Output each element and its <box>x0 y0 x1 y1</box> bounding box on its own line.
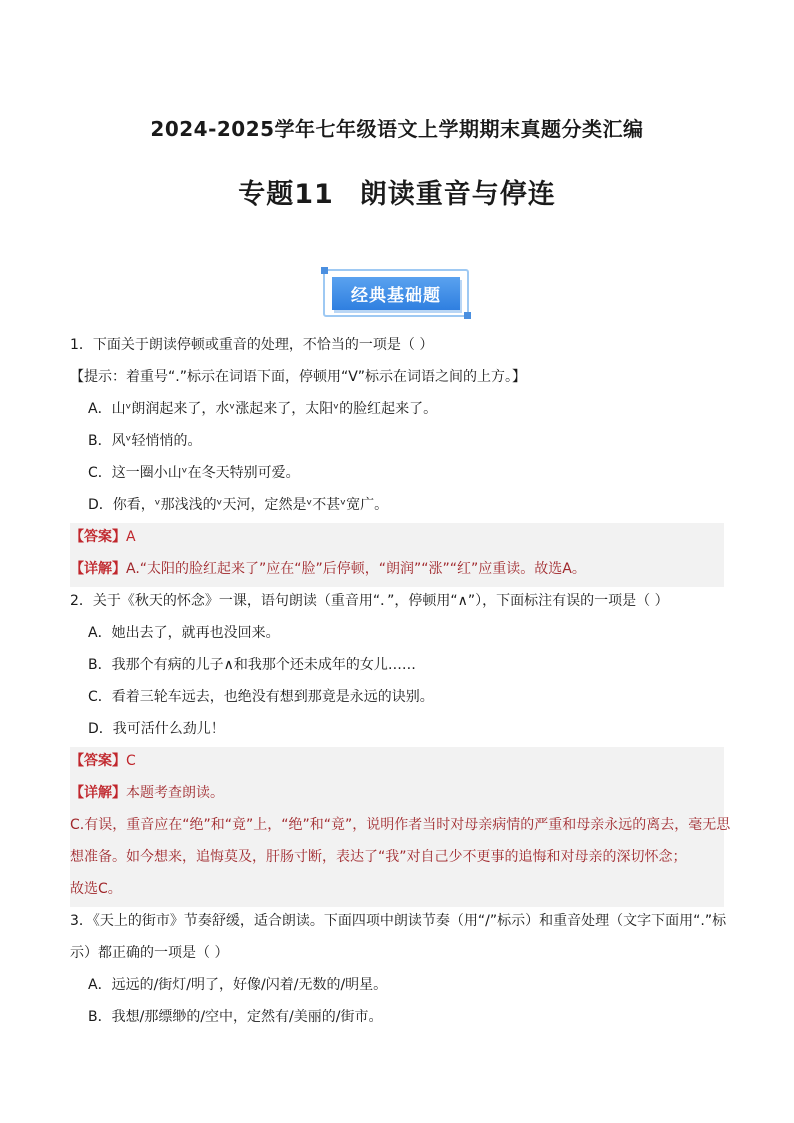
badge-label: 经典基础题 <box>332 277 460 310</box>
question-1-option-b: B．风ᵛ轻悄悄的。 <box>88 433 202 449</box>
question-1-option-a: A．山ᵛ朗润起来了，水ᵛ涨起来了，太阳ᵛ的脸红起来了。 <box>88 401 438 417</box>
question-2-detail-line-2: 想准备。如今想来，追悔莫及，肝肠寸断，表达了“我”对自己少不更事的追悔和对母亲的深切怀念； <box>70 843 724 875</box>
question-list <box>70 331 731 1035</box>
question-3-option-b: B．我想/那缥缈的/空中，定然有/美丽的/街市。 <box>88 1009 383 1025</box>
question-2-answer <box>70 747 724 779</box>
detail-tag: 【详解】 <box>70 561 126 577</box>
answer-tag: 【答案】 <box>70 529 126 545</box>
detail-tag: 【详解】 <box>70 785 126 801</box>
section-badge <box>323 269 473 321</box>
topic-title <box>0 172 794 211</box>
question-2-stem: 2．关于《秋天的怀念》一课，语句朗读（重音用“．”，停顿用“∧”），下面标注有误的一项是（ ） <box>70 593 669 609</box>
answer-value: A <box>126 529 136 545</box>
question-2-option-d: D．我可活什么劲儿！ <box>88 721 225 737</box>
question-1-option-d: D．你看，ᵛ那浅浅的ᵛ天河，定然是ᵛ不甚ᵛ宽广。 <box>88 497 389 513</box>
question-2-detail-line-3: 故选C。 <box>70 875 724 907</box>
answer-value: C <box>126 753 136 769</box>
topic-name: 朗读重音与停连 <box>359 179 556 210</box>
detail-text: A.“太阳的脸红起来了”应在“脸”后停顿，“朗润”“涨”“红”应重读。故选A。 <box>126 561 586 577</box>
question-2-detail-line-1: C.有误，重音应在“绝”和“竟”上，“绝”和“竟”，说明作者当时对母亲病情的严重和母亲永远的离去，毫无思 <box>70 811 724 843</box>
question-2-option-b: B．我那个有病的儿子∧和我那个还未成年的女儿…… <box>88 657 416 673</box>
question-2-detail <box>70 779 724 811</box>
question-3-stem-line-1: 3．《天上的街市》节奏舒缓，适合朗读。下面四项中朗读节奏（用“/”标示）和重音处理（文字下面用“.”标 <box>70 913 727 929</box>
document-title: 2024-2025学年七年级语文上学期期末真题分类汇编 <box>150 117 644 141</box>
question-1-hint: 【提示：着重号“.”标示在词语下面，停顿用“V”标示在词语之间的上方。】 <box>70 369 527 385</box>
question-3-option-a: A．远远的/街灯/明了，好像/闪着/无数的/明星。 <box>88 977 388 993</box>
answer-tag: 【答案】 <box>70 753 126 769</box>
detail-text: 本题考查朗读。 <box>126 785 224 801</box>
question-3-stem-line-2: 示）都正确的一项是（ ） <box>70 945 229 961</box>
question-1-stem: 1．下面关于朗读停顿或重音的处理，不恰当的一项是（ ） <box>70 337 434 353</box>
question-1-detail <box>70 555 724 587</box>
question-2-option-a: A．她出去了，就再也没回来。 <box>88 625 280 641</box>
question-2-option-c: C．看着三轮车远去，也绝没有想到那竟是永远的诀别。 <box>88 689 434 705</box>
topic-number: 专题11 <box>238 179 334 210</box>
question-1-answer <box>70 523 724 555</box>
question-1-option-c: C．这一圈小山ᵛ在冬天特别可爱。 <box>88 465 300 481</box>
